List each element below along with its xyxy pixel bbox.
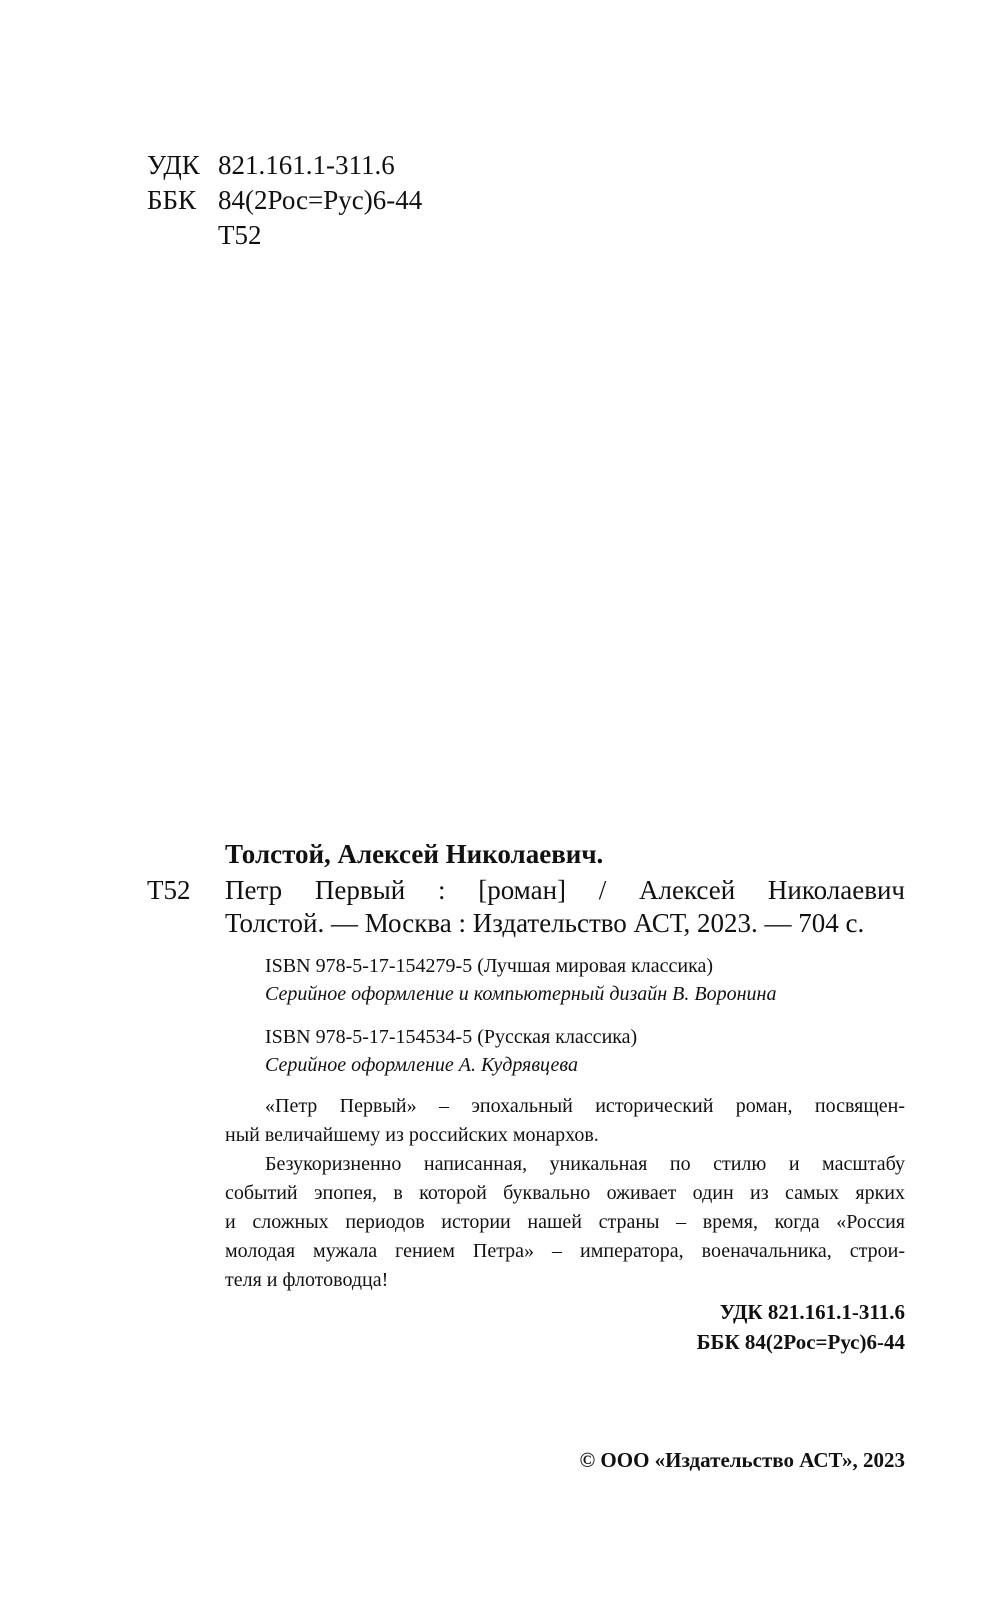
annotation-p1-line-1: «Петр Первый» – эпохальный исторический роман, посвящен- [265,1095,905,1117]
annotation-p2-line-3: и сложных периодов истории нашей страны – время, когда «Россия [225,1211,905,1233]
design-credit-2: Серийное оформление А. Кудрявцева [265,1054,578,1076]
isbn-2: ISBN 978-5-17-154534-5 (Русская классика) [265,1026,638,1048]
bottom-bbk: ББК 84(2Рос=Рус)6-44 [696,1330,905,1354]
author-heading: Толстой, Алексей Николаевич. [225,839,604,869]
annotation-p2-line-4: молодая мужала гением Петра» – императора, военачальника, строи- [225,1240,905,1262]
author-sign-side: Т52 [147,875,191,905]
annotation-p2-line-5: теля и флотоводца! [225,1269,389,1291]
bbk-value: 84(2Рос=Рус)6-44 [218,185,423,215]
annotation-p2-line-2: событий эпопея, в которой буквально оживает один из самых ярких [225,1182,905,1204]
copyright-notice: © ООО «Издательство АСТ», 2023 [579,1448,905,1472]
udk-label: УДК [147,150,200,180]
bottom-udk: УДК 821.161.1-311.6 [719,1300,905,1324]
isbn-1: ISBN 978-5-17-154279-5 (Лучшая мировая классика) [265,955,714,977]
annotation-p2-line-1: Безукоризненно написанная, уникальная по стилю и масштабу [265,1153,905,1175]
title-line-2: Толстой. — Москва : Издательство АСТ, 2023. — 704 с. [225,908,865,938]
annotation-p1-line-2: ный величайшему из российских монархов. [225,1124,599,1146]
author-sign-top: Т52 [218,220,262,250]
udk-value: 821.161.1-311.6 [218,150,395,180]
bbk-label: ББК [147,185,197,215]
title-line-1: Петр Первый : [роман] / Алексей Николаевич [225,875,905,905]
design-credit-1: Серийное оформление и компьютерный дизайн В. Воронина [265,983,777,1005]
